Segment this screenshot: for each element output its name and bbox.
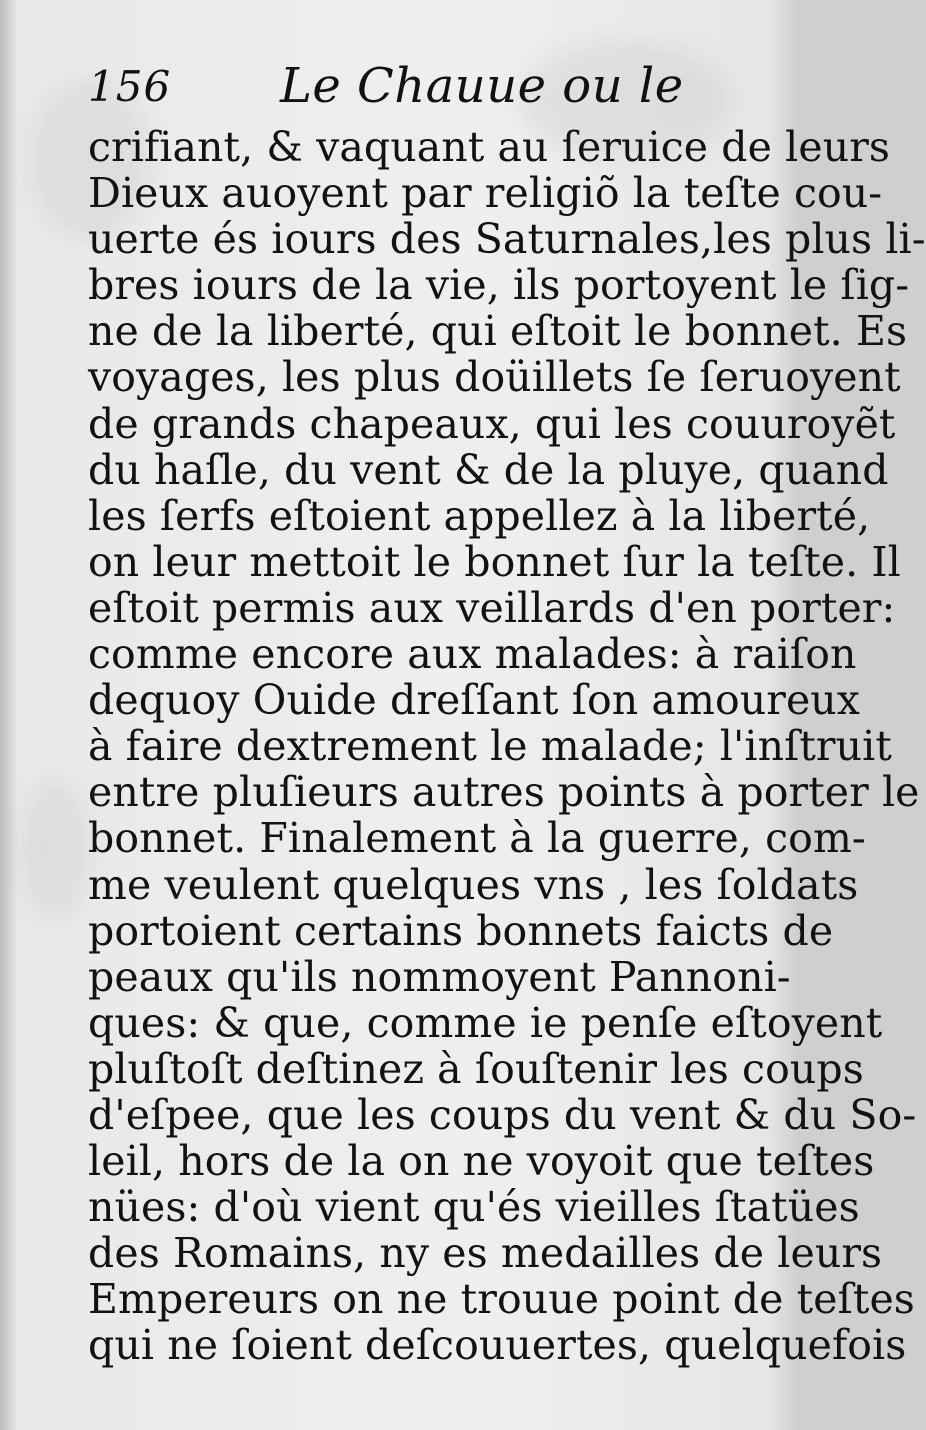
text-line: on leur mettoit le bonnet ſur la teſte. Il [88, 537, 901, 586]
text-line: ne de la liberté, qui eſtoit le bonnet. Es [88, 307, 908, 356]
text-line: uerte és iours des Saturnales,les plus li- [88, 215, 926, 264]
text-line: qui ne ſoient deſcouuertes, quelquefois [88, 1321, 907, 1370]
text-line: peaux qu'ils nommoyent Pannoni- [88, 952, 791, 1001]
text-line: leil, hors de la on ne voyoit que teſtes [88, 1137, 875, 1186]
text-line: des Romains, ny es medailles de leurs [88, 1229, 883, 1278]
text-line: bonnet. Finalement à la guerre, com- [88, 814, 866, 863]
running-title: Le Chauue ou le [280, 58, 684, 114]
paper-stain [20, 780, 90, 920]
text-line: du haſle, du vent & de la pluye, quand [88, 445, 889, 494]
text-line: les ſerfs eſtoient appellez à la liberté, [88, 491, 871, 540]
page-number: 156 [88, 62, 172, 111]
text-line: me veulent quelques vns , les ſoldats [88, 860, 859, 909]
text-line: Empereurs on ne trouue point de teſtes [88, 1275, 915, 1324]
text-line: pluſtoſt deſtinez à ſouſtenir les coups [88, 1044, 864, 1093]
text-line: d'eſpee, que les coups du vent & du So- [88, 1090, 917, 1139]
text-line: portoient certains bonnets faicts de [88, 906, 834, 955]
text-line: entre pluſieurs autres points à porter le [88, 768, 920, 817]
page-header [88, 58, 768, 118]
text-line: Dieux auoyent par religiõ la teſte cou- [88, 169, 883, 218]
text-line: bres iours de la vie, ils portoyent le ſig- [88, 261, 910, 310]
text-line: dequoy Ouide dreſſant ſon amoureux [88, 676, 861, 725]
text-line: de grands chapeaux, qui les couuroyẽt [88, 399, 896, 448]
text-line: nües: d'où vient qu'és vieilles ſtatües [88, 1183, 860, 1232]
text-line: crifiant, & vaquant au ſeruice de leurs [88, 123, 891, 171]
text-line: eſtoit permis aux veillards d'en porter: [88, 583, 896, 632]
text-line: voyages, les plus doüillets ſe ſeruoyent [88, 353, 901, 402]
text-line: ques: & que, comme ie penſe eſtoyent [88, 998, 883, 1047]
text-line: à faire dextrement le malade; l'inſtruit [88, 722, 892, 771]
text-line: comme encore aux malades: à raiſon [88, 630, 857, 679]
body-text [88, 123, 926, 1370]
